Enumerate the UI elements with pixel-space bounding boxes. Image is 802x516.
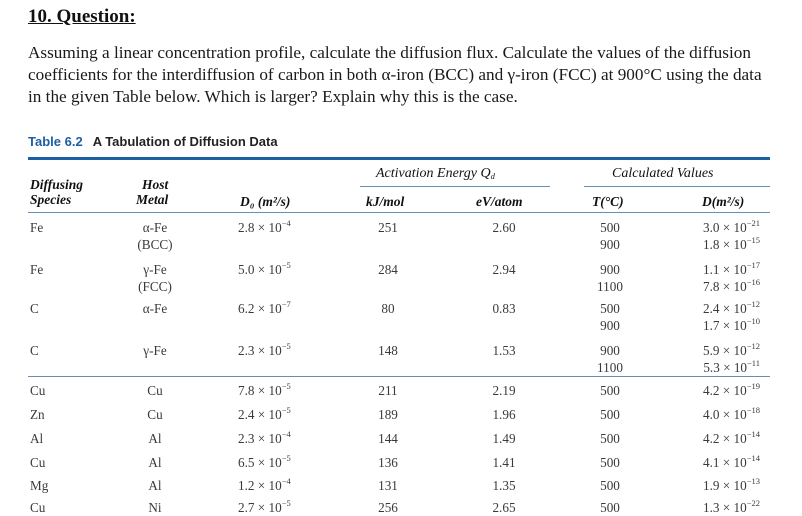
cell-species: Al xyxy=(30,431,44,446)
cell-kj: 80 xyxy=(381,301,395,316)
cell-species: Mg xyxy=(30,478,49,493)
cell-d0: $6.2 \times 10^{-7}$ xyxy=(238,299,291,316)
cell-temperature: 500 xyxy=(600,431,620,446)
cell-temperature: 900 xyxy=(600,262,620,277)
cell-kj: 284 xyxy=(378,262,398,277)
cell-host-structure: (FCC) xyxy=(138,279,172,294)
cell-temperature: 500 xyxy=(600,478,620,493)
header-d0: D₀ (m²/s) xyxy=(240,194,291,209)
cell-kj: 251 xyxy=(378,220,398,235)
activation-underline xyxy=(360,186,550,187)
cell-kj: 136 xyxy=(378,455,398,470)
separator-rule xyxy=(28,376,770,377)
cell-d0: $7.8 \times 10^{-5}$ xyxy=(238,381,291,398)
cell-ev: 2.19 xyxy=(492,383,516,398)
header-kj: kJ/mol xyxy=(366,194,405,209)
cell-temperature: 1100 xyxy=(597,360,623,375)
cell-host: Al xyxy=(148,455,162,470)
cell-temperature: 500 xyxy=(600,500,620,515)
cell-species: C xyxy=(30,301,39,316)
cell-ev: 2.60 xyxy=(492,220,516,235)
cell-kj: 211 xyxy=(378,383,398,398)
table-title: A Tabulation of Diffusion Data xyxy=(92,134,278,149)
header-t: T(°C) xyxy=(592,194,624,209)
cell-host: Al xyxy=(148,478,162,493)
header-d: D(m²/s) xyxy=(702,194,745,209)
cell-species: Cu xyxy=(30,455,46,470)
cell-host: α-Fe xyxy=(142,220,168,235)
header-species-2: Species xyxy=(30,192,72,207)
cell-temperature: 900 xyxy=(600,343,620,358)
cell-host: α-Fe xyxy=(142,301,168,316)
cell-d: $4.0 \times 10^{-18}$ xyxy=(703,405,760,422)
cell-ev: 2.94 xyxy=(492,262,516,277)
cell-d: $1.3 \times 10^{-22}$ xyxy=(703,498,760,515)
group-header-activation: Activation Energy $Q_d$ xyxy=(376,166,495,181)
header-species-1: Diffusing xyxy=(30,177,84,192)
cell-d0: $6.5 \times 10^{-5}$ xyxy=(238,453,291,470)
header-bottom-rule xyxy=(28,212,770,213)
cell-d: $4.1 \times 10^{-14}$ xyxy=(703,453,760,470)
cell-d: $3.0 \times 10^{-21}$ xyxy=(703,218,760,235)
question-heading: 10. Question: xyxy=(28,6,136,27)
cell-ev: 0.83 xyxy=(492,301,516,316)
cell-host: Cu xyxy=(147,407,163,422)
cell-d0: $2.3 \times 10^{-4}$ xyxy=(238,429,291,446)
cell-d: $7.8 \times 10^{-16}$ xyxy=(703,277,760,294)
cell-kj: 148 xyxy=(378,343,398,358)
group-header-calculated: Calculated Values xyxy=(612,166,714,181)
cell-kj: 256 xyxy=(378,500,398,515)
cell-host: γ-Fe xyxy=(143,343,167,358)
cell-d0: $2.3 \times 10^{-5}$ xyxy=(238,341,291,358)
cell-temperature: 500 xyxy=(600,407,620,422)
cell-ev: 1.35 xyxy=(492,478,516,493)
cell-d0: $2.8 \times 10^{-4}$ xyxy=(238,218,291,235)
cell-species: Fe xyxy=(30,262,44,277)
cell-host: γ-Fe xyxy=(143,262,167,277)
cell-d: $1.9 \times 10^{-13}$ xyxy=(703,476,760,493)
cell-d0: $2.7 \times 10^{-5}$ xyxy=(238,498,291,515)
cell-temperature: 900 xyxy=(600,237,620,252)
cell-ev: 1.49 xyxy=(492,431,516,446)
cell-d: $1.1 \times 10^{-17}$ xyxy=(703,260,760,277)
cell-temperature: 900 xyxy=(600,318,620,333)
question-text: Assuming a linear concentration profile, calculate the diffusion flux. Calculate the values of the diffusion coefficients for the interdiffusion of carbon in both α-iron (BCC) and γ-iron (FCC) at 900°C using the data in the given Table below. Which is larger? Explain why this is the case. xyxy=(28,43,762,106)
cell-host: Al xyxy=(148,431,162,446)
cell-ev: 1.96 xyxy=(492,407,516,422)
cell-ev: 1.53 xyxy=(492,343,516,358)
cell-kj: 144 xyxy=(378,431,398,446)
cell-species: C xyxy=(30,343,39,358)
cell-ev: 1.41 xyxy=(492,455,516,470)
cell-ev: 2.65 xyxy=(492,500,516,515)
cell-kj: 189 xyxy=(378,407,398,422)
cell-temperature: 500 xyxy=(600,455,620,470)
table-caption xyxy=(28,134,278,149)
cell-d: $4.2 \times 10^{-14}$ xyxy=(703,429,760,446)
cell-d: $2.4 \times 10^{-12}$ xyxy=(703,299,760,316)
cell-d: $1.8 \times 10^{-15}$ xyxy=(703,235,760,252)
cell-species: Fe xyxy=(30,220,44,235)
header-ev: eV/atom xyxy=(476,194,523,209)
cell-kj: 131 xyxy=(378,478,398,493)
table-number: Table 6.2 xyxy=(28,134,83,149)
cell-d0: $5.0 \times 10^{-5}$ xyxy=(238,260,291,277)
cell-species: Zn xyxy=(30,407,45,422)
cell-d: $5.9 \times 10^{-12}$ xyxy=(703,341,760,358)
header-host-1: Host xyxy=(142,177,169,192)
header-host-2: Metal xyxy=(136,192,169,207)
cell-d: $1.7 \times 10^{-10}$ xyxy=(703,316,760,333)
cell-temperature: 500 xyxy=(600,301,620,316)
cell-host: Cu xyxy=(147,383,163,398)
cell-host: Ni xyxy=(148,500,162,515)
cell-temperature: 500 xyxy=(600,220,620,235)
cell-d0: $1.2 \times 10^{-4}$ xyxy=(238,476,291,493)
cell-temperature: 500 xyxy=(600,383,620,398)
cell-d: $4.2 \times 10^{-19}$ xyxy=(703,381,760,398)
cell-d0: $2.4 \times 10^{-5}$ xyxy=(238,405,291,422)
calculated-underline xyxy=(584,186,770,187)
cell-species: Cu xyxy=(30,500,46,515)
cell-species: Cu xyxy=(30,383,46,398)
cell-d: $5.3 \times 10^{-11}$ xyxy=(703,358,760,375)
table-top-rule xyxy=(28,157,770,160)
cell-host-structure: (BCC) xyxy=(137,237,173,252)
cell-temperature: 1100 xyxy=(597,279,623,294)
